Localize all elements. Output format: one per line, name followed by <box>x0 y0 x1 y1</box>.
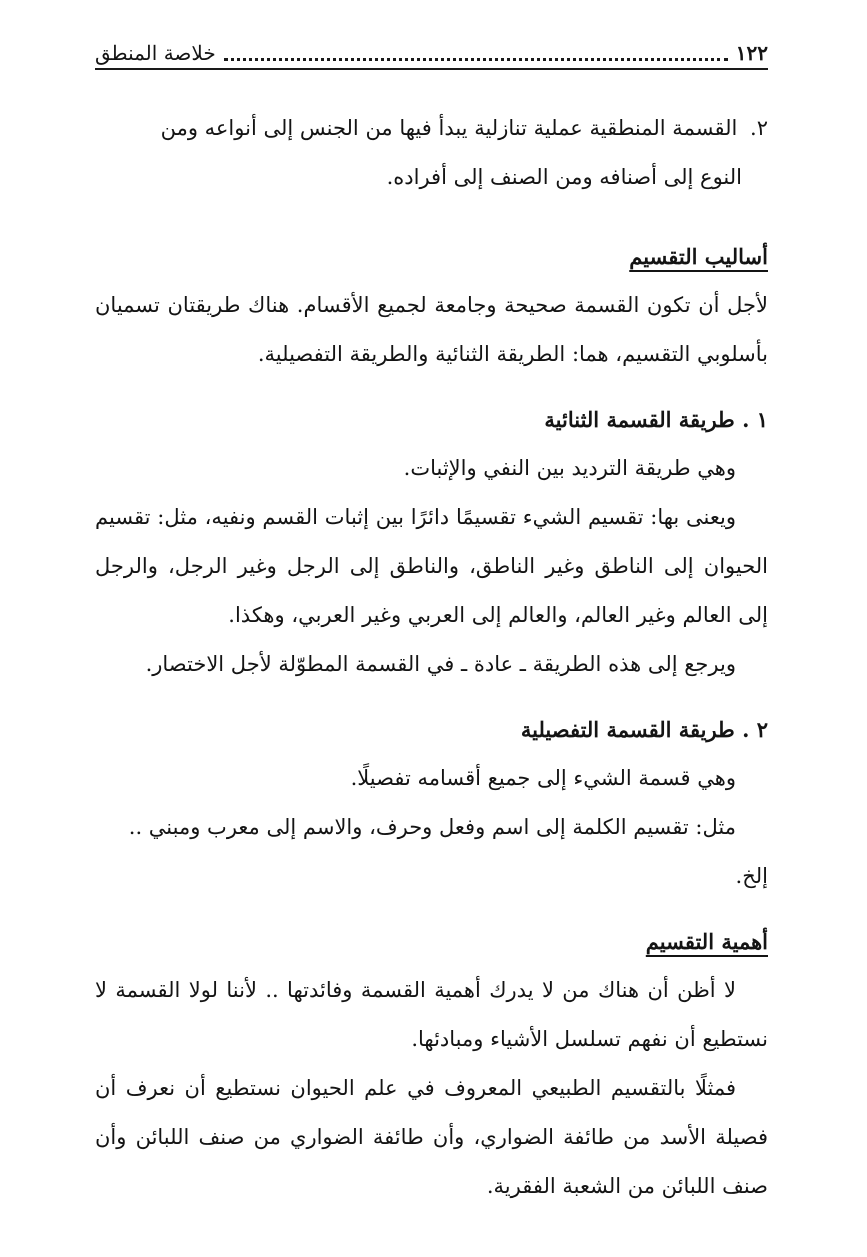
header-dot-leader <box>224 57 728 61</box>
numbered-point <box>95 104 768 202</box>
binary-paragraph-2: ويعنى بها: تقسيم الشيء تقسيمًا دائرًا بين إثبات القسم ونفيه، مثل: تقسيم الحيوان إلى الناطق وغير الناطق، والناطق إلى الرجل وغير الرجل، والرجل إلى العالم وغير العالم، والعالم إلى العربي وغير العربي، وهكذا. <box>95 505 768 627</box>
methods-intro-paragraph: لأجل أن تكون القسمة صحيحة وجامعة لجميع الأقسام. هناك طريقتان تسميان بأسلوبي التقسيم، هما: الطريقة الثنائية والطريقة التفصيلية. <box>95 293 768 366</box>
importance-paragraph-2: فمثلًا بالتقسيم الطبيعي المعروف في علم الحيوان نستطيع أن نعرف أن فصيلة الأسد من طائفة الضواري، وأن طائفة الضواري من صنف اللبائن وأن صنف اللبائن من الشعبة الفقرية. <box>95 1076 768 1198</box>
page-body <box>95 104 768 1211</box>
point-number: ٢. <box>750 116 768 140</box>
binary-paragraph-1: وهي طريقة الترديد بين النفي والإثبات. <box>403 456 736 480</box>
importance-paragraph-1: لا أظن أن هناك من لا يدرك أهمية القسمة وفائدتها .. لأننا لولا القسمة لا نستطيع أن نفهم تسلسل الأشياء ومبادئها. <box>95 978 768 1051</box>
binary-paragraph-3: ويرجع إلى هذه الطريقة ـ عادة ـ في القسمة المطوّلة لأجل الاختصار. <box>145 652 736 676</box>
subheading-binary-method: ١ . طريقة القسمة الثنائية <box>544 407 768 432</box>
page-number: ١٢٢ <box>735 41 768 65</box>
detailed-paragraph-2-end: إلخ. <box>735 864 768 888</box>
detailed-paragraph-2: مثل: تقسيم الكلمة إلى اسم وفعل وحرف، والاسم إلى معرب ومبني .. <box>128 815 736 839</box>
point-text-line1: القسمة المنطقية عملية تنازلية يبدأ فيها من الجنس إلى أنواعه ومن <box>160 116 738 140</box>
page-header <box>95 32 768 70</box>
section-heading-importance: أهمية التقسيم <box>645 929 768 954</box>
detailed-paragraph-1: وهي قسمة الشيء إلى جميع أقسامه تفصيلًا. <box>350 766 736 790</box>
book-page <box>95 0 768 1257</box>
running-title: خلاصة المنطق <box>95 41 216 65</box>
subheading-detailed-method: ٢ . طريقة القسمة التفصيلية <box>520 717 768 742</box>
section-heading-methods: أساليب التقسيم <box>629 244 768 269</box>
point-text-line2: النوع إلى أصنافه ومن الصنف إلى أفراده. <box>386 165 742 189</box>
